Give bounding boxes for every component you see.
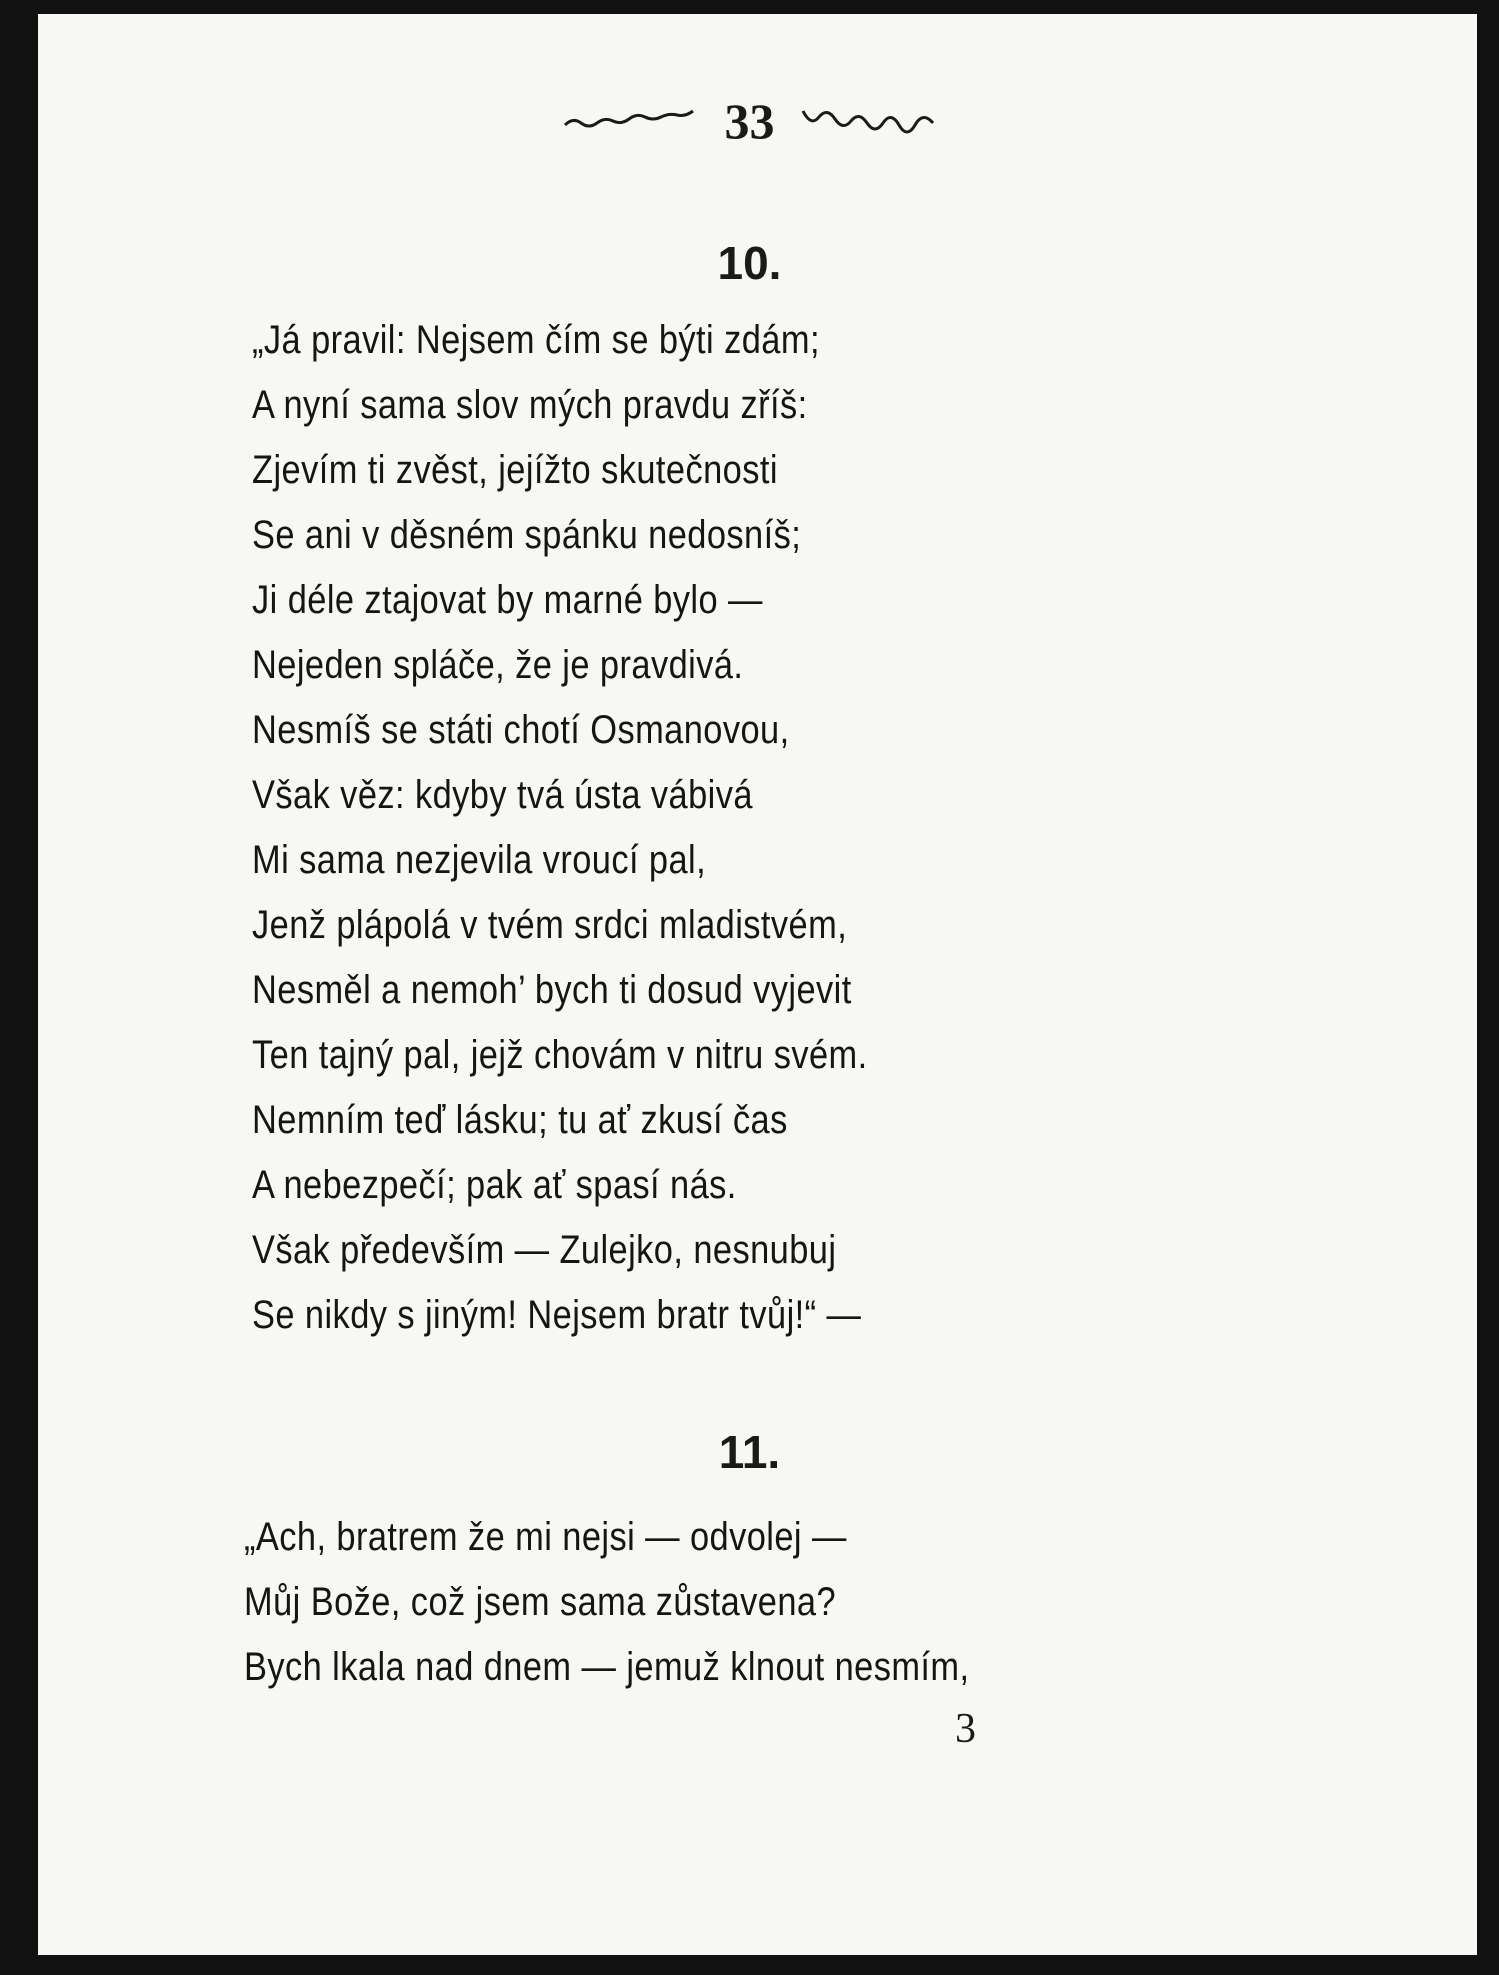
verse-line: Jenž plápolá v tvém srdci mladistvém, [252, 903, 848, 947]
verse-line: Nejeden spláče, že je pravdivá. [252, 643, 744, 687]
verse-line: Se ani v děsném spánku nedosníš; [252, 513, 802, 557]
verse-line: Však především — Zulejko, nesnubuj [252, 1228, 837, 1272]
verse-line: Mi sama nezjevila vroucí pal, [252, 838, 707, 882]
verse-line: Ji déle ztajovat by marné bylo — [252, 578, 763, 622]
section-number-11: 11. [718, 1426, 781, 1478]
verse-line: „Já pravil: Nejsem čím se býti zdám; [252, 318, 820, 362]
verse-line: Ten tajný pal, jejž chovám v nitru svém. [252, 1033, 868, 1077]
section-number-10: 10. [717, 237, 782, 289]
verse-line: Se nikdy s jiným! Nejsem bratr tvůj!“ — [252, 1293, 862, 1337]
verse-line: Však věz: kdyby tvá ústa vábivá [252, 773, 753, 817]
verse-line: Bych lkala nad dnem — jemuž klnout nesmím, [244, 1645, 970, 1689]
stanza-11 [244, 1505, 1088, 1700]
verse-line: Můj Bože, což jsem sama zůstavena? [244, 1580, 837, 1624]
page-header [0, 92, 1499, 150]
verse-line: A nebezpečí; pak ať spasí nás. [252, 1163, 737, 1207]
page-number: 33 [724, 93, 775, 149]
stanza-10 [252, 308, 968, 1348]
wave-ornament-left-icon [563, 107, 703, 135]
verse-line: „Ach, bratrem že mi nejsi — odvolej — [244, 1515, 847, 1559]
verse-line: Nemním teď lásku; tu ať zkusí čas [252, 1098, 788, 1142]
wave-ornament-right-icon [797, 107, 937, 135]
verse-line: Zjevím ti zvěst, jejížto skutečnosti [252, 448, 778, 492]
verse-line: Nesmíš se státi chotí Osmanovou, [252, 708, 790, 752]
verse-line: A nyní sama slov mých pravdu zříš: [252, 383, 808, 427]
signature-mark: 3 [955, 1706, 976, 1752]
verse-line: Nesměl a nemoh’ bych ti dosud vyjevit [252, 968, 852, 1012]
